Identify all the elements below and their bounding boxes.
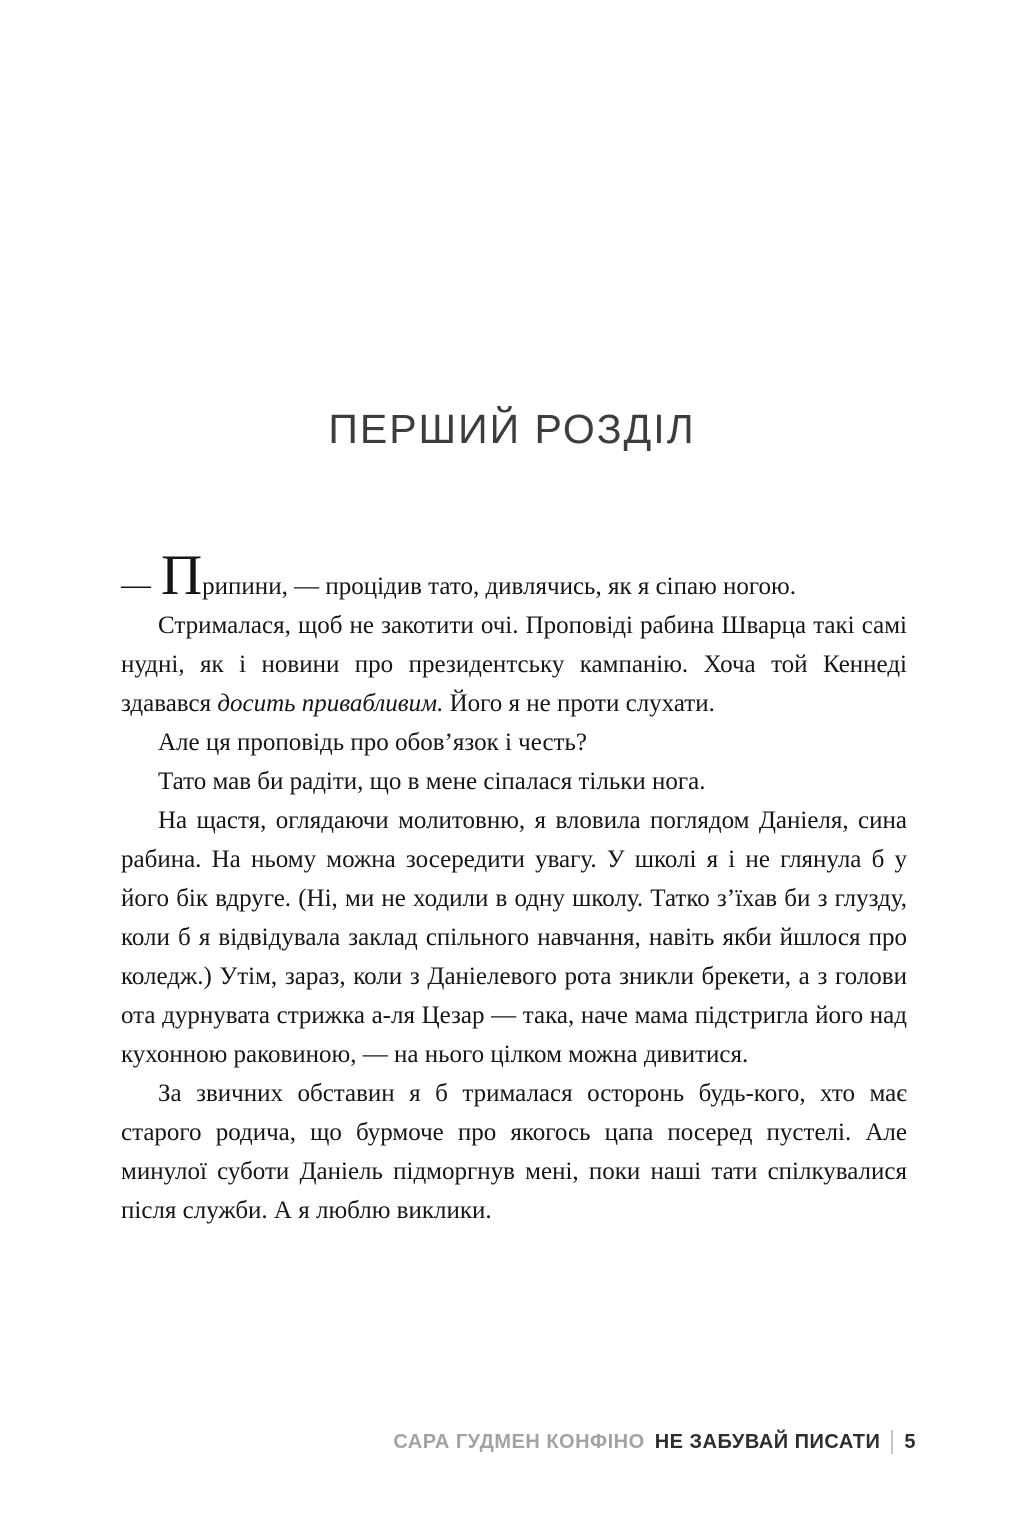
paragraph: Тато мав би радіти, що в мене сіпалася тільки нога. — [158, 768, 706, 795]
page-number: 5 — [904, 1430, 916, 1453]
footer-author: САРА ГУДМЕН КОНФІНО — [393, 1430, 645, 1453]
paragraph-text: Його я не проти слухати. — [443, 690, 715, 717]
opening-text: рипини, — процідив тато, дивлячись, як я сіпаю ногою. — [202, 573, 796, 600]
footer-divider — [891, 1430, 893, 1454]
dropcap-letter: П — [161, 544, 203, 607]
chapter-heading: ПЕРШИЙ РОЗДІЛ — [328, 406, 696, 452]
opening-dash: — — [121, 568, 151, 601]
paragraph-text: Стрималася, щоб не закотити очі. Проповіді рабина Шварца такі самі нудні, як і новини про президентську кампанію. Хоча той Кеннеді здавався — [121, 612, 907, 717]
page-footer — [393, 1430, 916, 1454]
chapter-body — [121, 544, 907, 1230]
paragraph: Але ця проповідь про обов’язок і честь? — [158, 729, 587, 756]
paragraph — [121, 606, 907, 723]
paragraph: За звичних обставин я б трималася осторонь будь-кого, хто має старого родича, що бурмоче про якогось цапа посеред пустелі. Але минулої суботи Даніель підморгнув мені, поки наші тати спілкувалися після служби. А я люблю виклики. — [121, 1080, 907, 1224]
footer-book-title: НЕ ЗАБУВАЙ ПИСАТИ — [654, 1430, 881, 1453]
paragraph-opening — [121, 544, 907, 607]
italic-phrase: досить привабливим. — [217, 690, 444, 717]
paragraph: На щастя, оглядаючи молитовню, я вловила поглядом Даніеля, сина рабина. На ньому можна зосередити увагу. У школі я і не глянула б у його бік вдруге. (Ні, ми не ходили в одну школу. Татко з’їхав би з глузду, коли б я відвідувала заклад спільного навчання, навіть якби йшлося про коледж.) Утім, зараз, коли з Даніелевого рота зникли брекети, а з голови ота дурнувата стрижка а-ля Цезар — така, наче мама підстригла його над кухонною раковиною, — на нього цілком можна дивитися. — [121, 807, 907, 1068]
